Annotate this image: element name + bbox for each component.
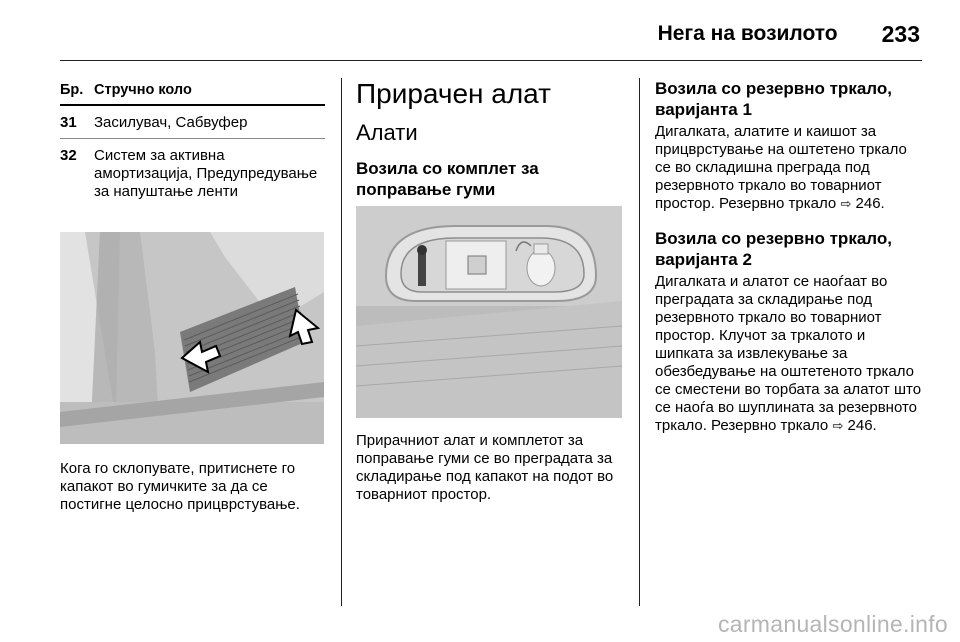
variant-2-text: [655, 273, 923, 436]
variant-2-body: Дигалката и алатот се наоѓаат во преградата за складирање под резервното тркало во товарниот простор. Клучот за тркалото и шипката за извлекување за обезбедување на оштетеното тркало се сместени во торбата за алатот што се наоѓа во шуплината за резервното тркало. Резервно тркало: [655, 273, 922, 434]
row-number: 31: [60, 114, 77, 131]
row-text: Засилувач, Сабвуфер: [94, 114, 248, 131]
variant-1-body: Дигалката, алатите и каишот за прицврстување на оштетено тркало се во складишна преграда под резервното тркало во товарниот простор. Резервно тркало: [655, 123, 907, 212]
running-title: Нега на возилото: [657, 22, 838, 45]
column-2: [356, 78, 622, 200]
row-text: Систем за активна амортизација, Предупредување за напуштање ленти: [94, 147, 318, 200]
topic-heading-variant-1: Возила со резервно тркало, варијанта 1: [655, 79, 892, 119]
subsection-heading: Алати: [356, 120, 418, 145]
column-1: [60, 78, 325, 207]
fuse-table-header: [60, 78, 325, 106]
page-number: 233: [881, 20, 920, 47]
column-divider-1: [341, 78, 342, 606]
arrow-ref-icon: ⇨: [832, 419, 844, 434]
arrow-ref-icon: ⇨: [840, 197, 852, 212]
table-row: [60, 114, 325, 139]
variant-1-text: [655, 123, 923, 214]
page-header: [658, 18, 920, 50]
topic-heading: Возила со комплет за поправање гуми: [356, 159, 539, 199]
table-header-circuit: Стручно коло: [94, 82, 192, 98]
row-number: 32: [60, 147, 77, 164]
table-header-number: Бр.: [60, 82, 84, 98]
watermark: carmanualsonline.info: [717, 611, 948, 637]
column-divider-2: [639, 78, 640, 606]
variant-1-page-ref[interactable]: 246.: [855, 195, 885, 212]
tire-repair-kit-illustration: [356, 206, 622, 418]
topic-heading-variant-2: Возила со резервно тркало, варијанта 2: [655, 229, 892, 269]
trunk-cover-illustration: [60, 232, 324, 444]
column-3: [655, 78, 923, 436]
variant-2-page-ref[interactable]: 246.: [847, 417, 877, 434]
col1-caption: Кога го склопувате, притиснете го капакот во гумичките за да се постигне целосно прицврстување.: [60, 460, 300, 513]
section-heading: Прирачен алат: [356, 78, 551, 109]
table-row: [60, 147, 325, 207]
header-rule: [60, 60, 922, 61]
col2-caption: Прирачниот алат и комплетот за поправање гуми се во преградата за складирање под капакот на подот во товарниот простор.: [356, 432, 614, 503]
